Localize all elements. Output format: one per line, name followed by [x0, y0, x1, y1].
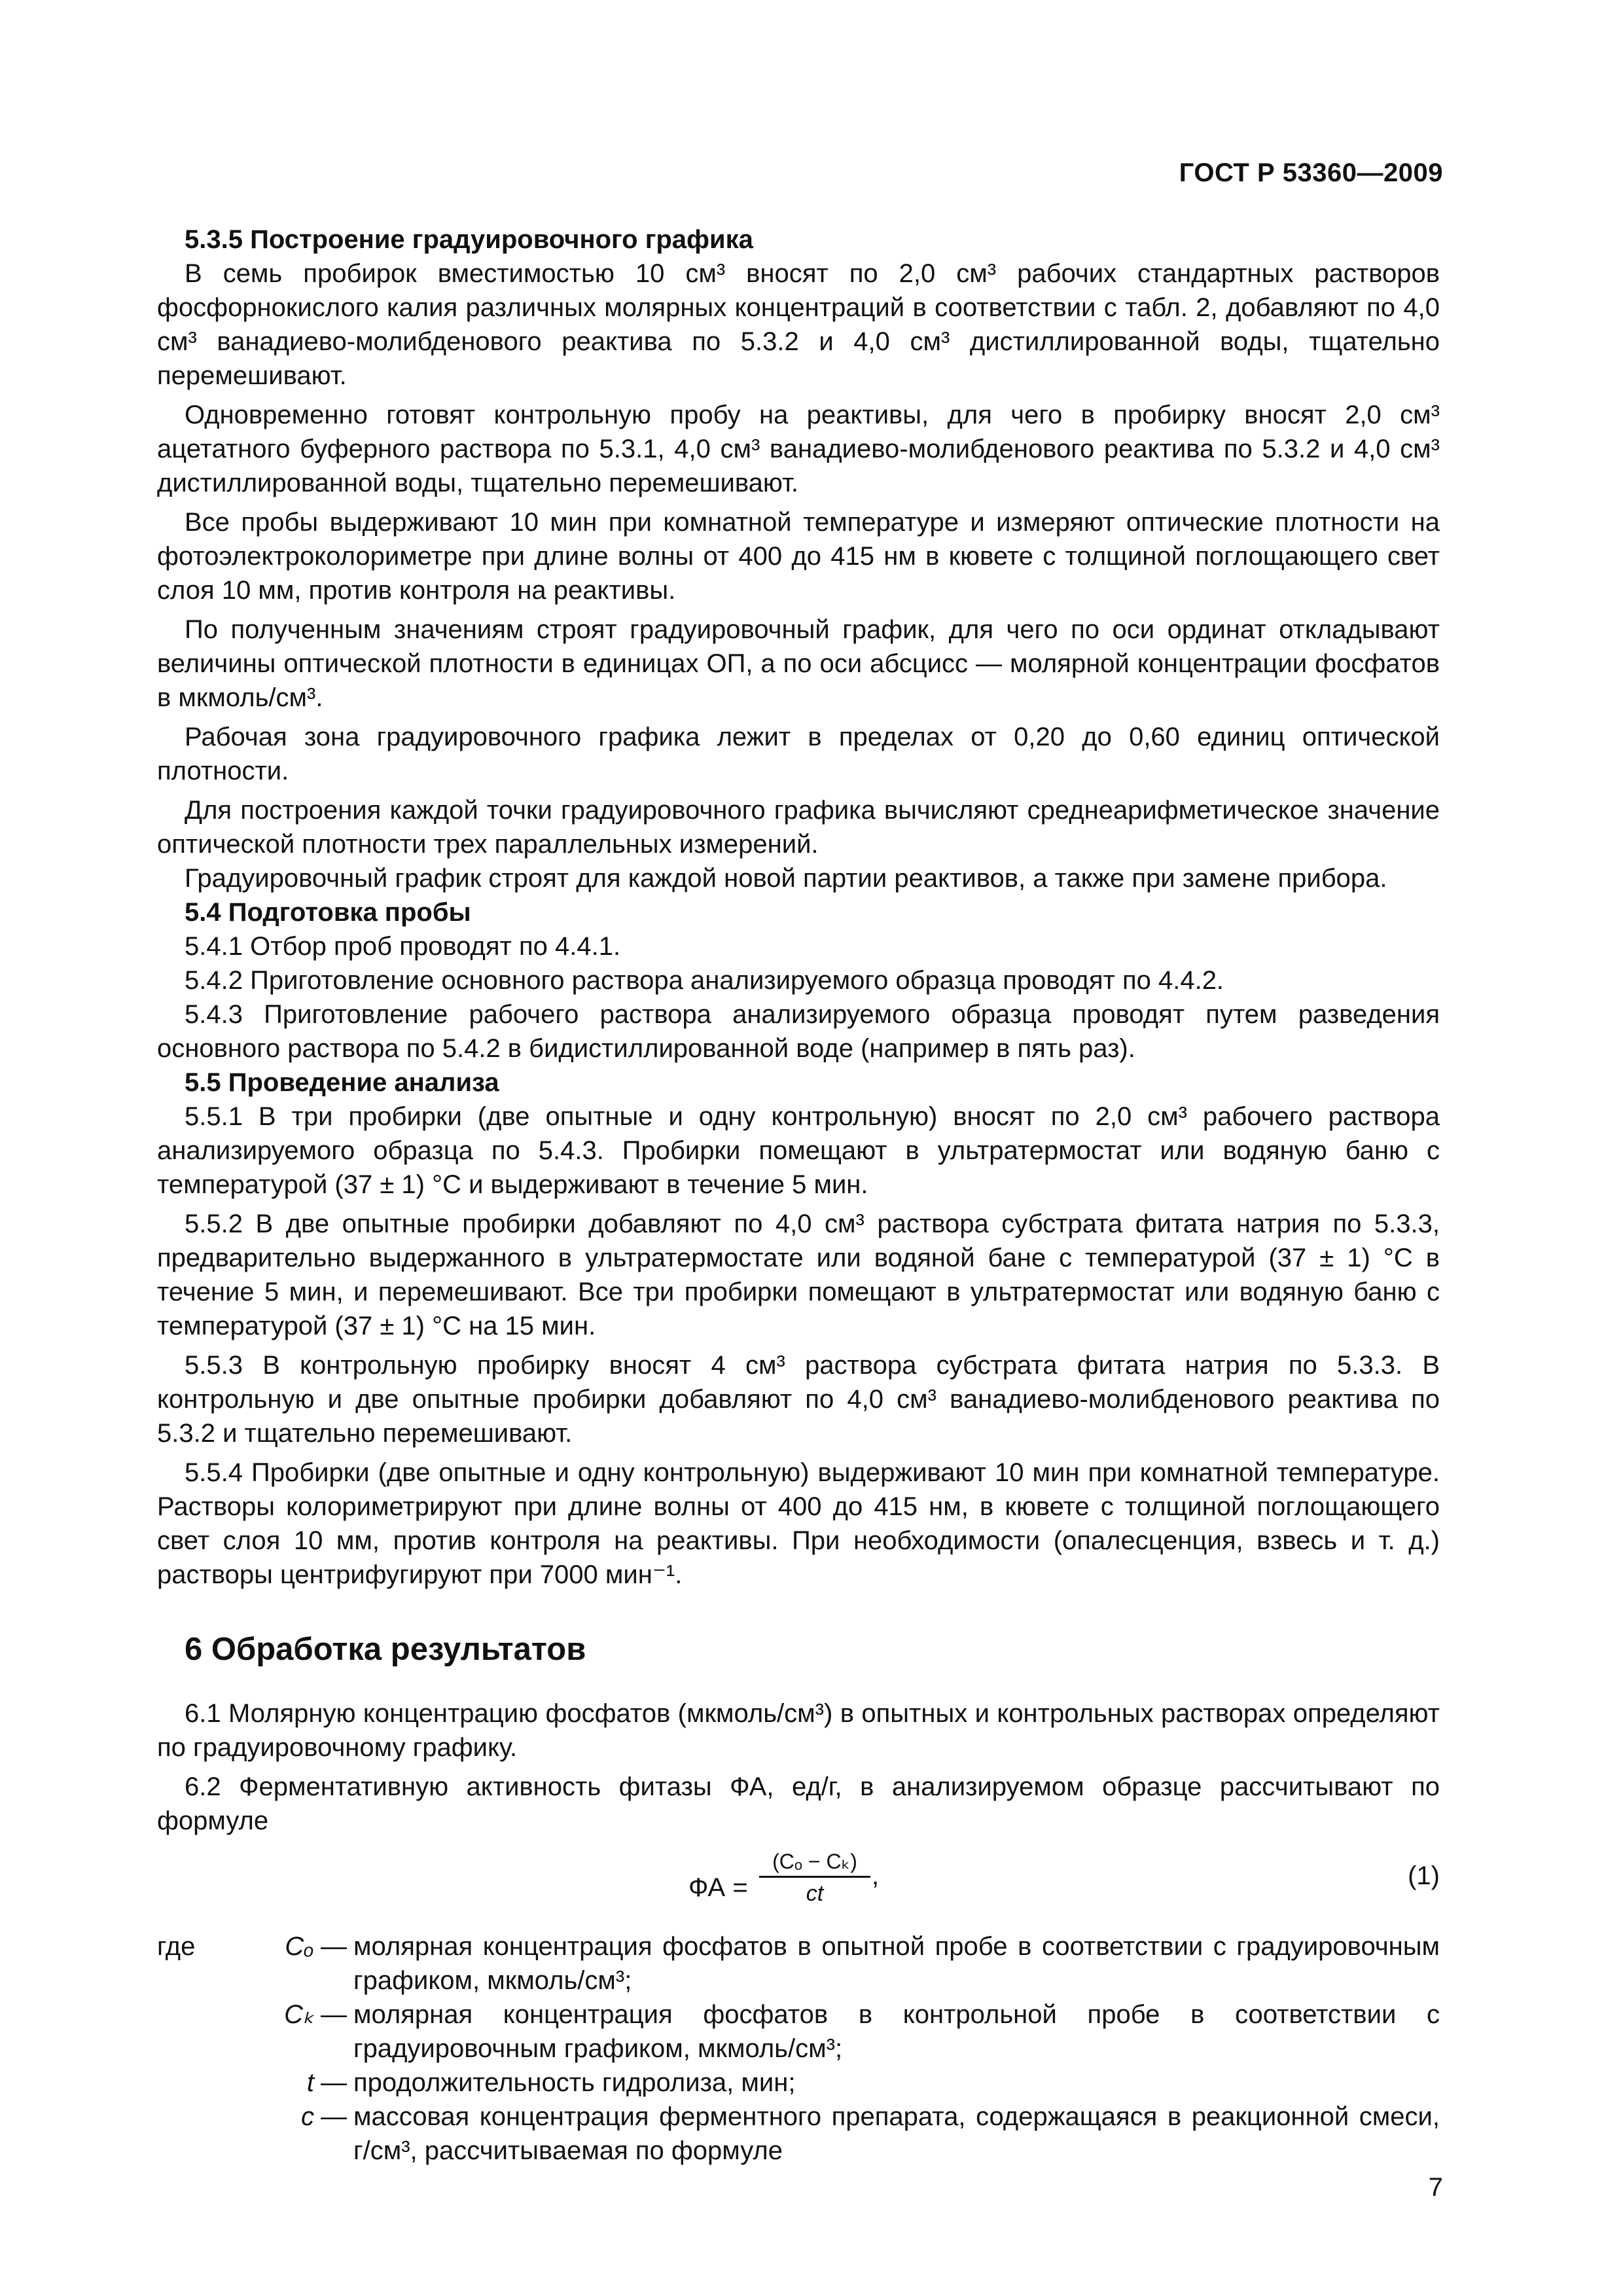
- paragraph: 5.4.2 Приготовление основного раствора анализируемого образца проводят по 4.4.2.: [185, 966, 1224, 995]
- section-heading-6: 6 Обработка результатов: [185, 1632, 586, 1667]
- formula-denominator: ct: [806, 1881, 824, 1906]
- definition-dash: —: [321, 2102, 347, 2131]
- paragraph: Для построения каждой точки градуировочного графика вычисляют среднеарифметическое значение оптической плотности трех параллельных измерений.: [157, 796, 1440, 859]
- section-heading-5-5: 5.5 Проведение анализа: [185, 1068, 499, 1097]
- definition-dash: —: [321, 1932, 347, 1961]
- definition-text: массовая концентрация ферментного препарата, содержащаяся в реакционной смеси, г/см³, рассчитываемая по формуле: [353, 2102, 1440, 2165]
- definition-text: молярная концентрация фосфатов в опытной пробе в соответствии с градуировочным графиком, мкмоль/см³;: [353, 1932, 1440, 1995]
- where-prefix: где: [157, 1932, 196, 1961]
- paragraph: 5.5.3 В контрольную пробирку вносят 4 см³ раствора субстрата фитата натрия по 5.3.3. В контрольную и две опытные пробирки добавляют по 4,0 см³ ванадиево-молибденового реактива по 5.3.2 и тщательно перемешивают.: [157, 1351, 1440, 1448]
- formula-comma: ,: [872, 1861, 880, 1890]
- formula-number: (1): [1408, 1861, 1440, 1890]
- paragraph: Градуировочный график строят для каждой новой партии реактивов, а также при замене прибора.: [185, 864, 1387, 893]
- definition-symbol: t: [306, 2068, 314, 2097]
- paragraph: 6.2 Ферментативную активность фитазы ФА, ед/г, в анализируемом образце рассчитывают по формуле: [157, 1772, 1440, 1835]
- paragraph: Одновременно готовят контрольную пробу на реактивы, для чего в пробирку вносят 2,0 см³ ацетатного буферного раствора по 5.3.1, 4,0 см³ ванадиево-молибденового реактива по 5.3.2 и 4,0 см³ дистиллированной воды, тщательно перемешивают.: [157, 401, 1440, 497]
- definition-symbol: c: [301, 2102, 314, 2131]
- definition-dash: —: [321, 2068, 347, 2097]
- paragraph: Все пробы выдерживают 10 мин при комнатной температуре и измеряют оптические плотности на фотоэлектроколориметре при длине волны от 400 до 415 нм в кювете с толщиной поглощающего свет слоя 10 мм, против контроля на реактивы.: [157, 508, 1440, 605]
- section-heading-5-3-5: 5.3.5 Построение градуировочного графика: [185, 225, 753, 254]
- paragraph: 5.5.1 В три пробирки (две опытные и одну контрольную) вносят по 2,0 см³ рабочего раствора анализируемого образца по 5.4.3. Пробирки помещают в ультратермостат или водяную баню с температурой (37 ± 1) °С и выдерживают в течение 5 мин.: [157, 1102, 1440, 1199]
- paragraph: 5.4.1 Отбор проб проводят по 4.4.1.: [185, 932, 621, 961]
- formula-numerator: (Cₒ − Cₖ): [759, 1847, 870, 1878]
- formula-1: [157, 1844, 1440, 1923]
- paragraph: 6.1 Молярную концентрацию фосфатов (мкмоль/см³) в опытных и контрольных растворах определяют по градуировочному графику.: [157, 1699, 1440, 1762]
- document-body: [157, 223, 1440, 2168]
- paragraph: Рабочая зона градуировочного графика лежит в пределах от 0,20 до 0,60 единиц оптической плотности.: [157, 723, 1440, 785]
- document-id-header: ГОСТ Р 53360—2009: [1179, 158, 1443, 187]
- definition-row: [157, 2100, 1440, 2168]
- paragraph: В семь пробирок вместимостью 10 см³ вносят по 2,0 см³ рабочих стандартных растворов фосфорнокислого калия различных молярных концентраций в соответствии с табл. 2, добавляют по 4,0 см³ ванадиево-молибденового реактива по 5.3.2 и 4,0 см³ дистиллированной воды, тщательно перемешивают.: [157, 259, 1440, 390]
- paragraph: 5.4.3 Приготовление рабочего раствора анализируемого образца проводят путем разведения основного раствора по 5.4.2 в бидистиллированной воде (например в пять раз).: [157, 1000, 1440, 1063]
- paragraph: 5.5.4 Пробирки (две опытные и одну контрольную) выдерживают 10 мин при комнатной температуре. Растворы колориметрируют при длине волны от 400 до 415 нм, в кювете с толщиной поглощающего свет слоя 10 мм, против контроля на реактивы. При необходимости (опалесценция, взвесь и т. д.) растворы центрифугируют при 7000 мин⁻¹.: [157, 1458, 1440, 1589]
- formula-fraction: [759, 1847, 870, 1909]
- variable-definitions: [157, 1929, 1440, 2168]
- definition-dash: —: [321, 2000, 347, 2029]
- definition-row: [157, 1929, 1440, 1998]
- definition-text: продолжительность гидролиза, мин;: [353, 2068, 796, 2097]
- definition-symbol: Cₒ: [285, 1932, 314, 1961]
- definition-text: молярная концентрация фосфатов в контрольной пробе в соответствии с градуировочным графиком, мкмоль/см³;: [353, 2000, 1440, 2063]
- formula-lhs: ФА =: [688, 1873, 748, 1902]
- section-heading-5-4: 5.4 Подготовка пробы: [185, 898, 471, 927]
- paragraph: По полученным значениям строят градуировочный график, для чего по оси ординат откладывают величины оптической плотности в единицах ОП, а по оси абсцисс — молярной концентрации фосфатов в мкмоль/см³.: [157, 615, 1440, 712]
- definition-row: [157, 1998, 1440, 2066]
- page-number: 7: [1428, 2173, 1443, 2202]
- paragraph: 5.5.2 В две опытные пробирки добавляют по 4,0 см³ раствора субстрата фитата натрия по 5.3.3, предварительно выдержанного в ультратермостате или водяной бане с температурой (37 ± 1) °С в течение 5 мин, и перемешивают. Все три пробирки помещают в ультратермостат или водяную баню с температурой (37 ± 1) °С на 15 мин.: [157, 1210, 1440, 1340]
- definition-symbol: Cₖ: [284, 2000, 314, 2029]
- definition-row: [157, 2066, 1440, 2100]
